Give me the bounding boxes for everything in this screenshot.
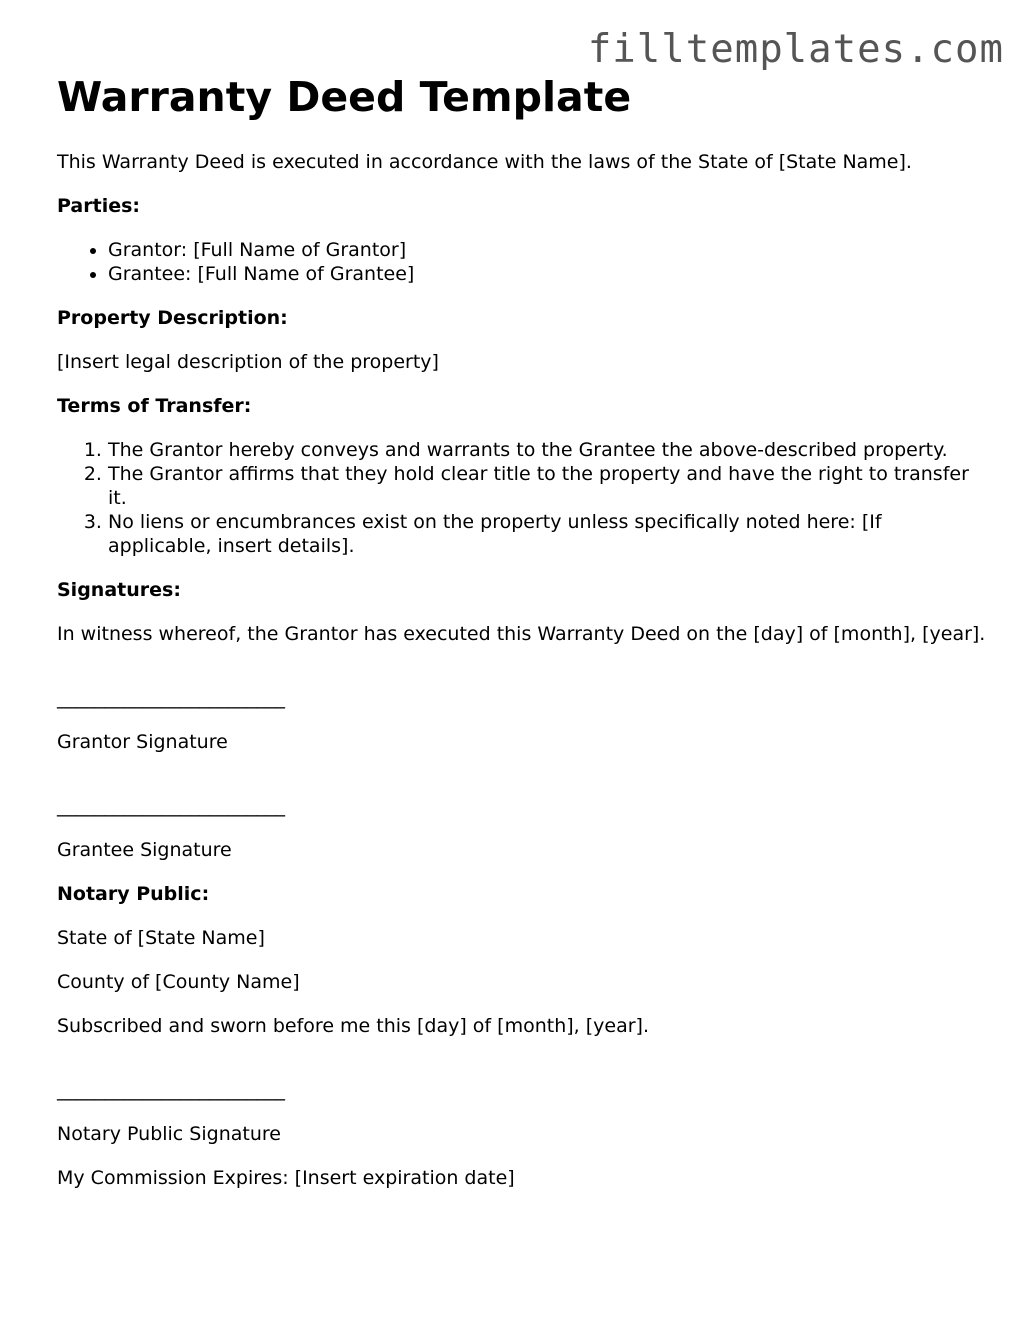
grantor-signature-line: ________________________ <box>57 687 285 709</box>
witness-paragraph: In witness whereof, the Grantor has executed this Warranty Deed on the [day] of [month], [year]. <box>57 623 986 645</box>
notary-sworn: Subscribed and sworn before me this [day] of [month], [year]. <box>57 1015 649 1037</box>
parties-list <box>57 238 987 286</box>
notary-heading: Notary Public: <box>57 883 210 905</box>
terms-list <box>57 438 987 558</box>
terms-heading: Terms of Transfer: <box>57 395 252 417</box>
property-description: [Insert legal description of the property] <box>57 351 439 373</box>
property-heading: Property Description: <box>57 307 288 329</box>
document-title: Warranty Deed Template <box>57 73 632 121</box>
list-item: • Grantor: [Full Name of Grantor] <box>108 238 987 262</box>
notary-state: State of [State Name] <box>57 927 265 949</box>
list-item: • Grantee: [Full Name of Grantee] <box>108 262 987 286</box>
parties-heading: Parties: <box>57 195 140 217</box>
grantee-signature-line: ________________________ <box>57 795 285 817</box>
notary-signature-label: Notary Public Signature <box>57 1123 281 1145</box>
intro-paragraph: This Warranty Deed is executed in accordance with the laws of the State of [State Name]. <box>57 151 912 173</box>
list-item: 2. The Grantor affirms that they hold clear title to the property and have the right to transfer it. <box>108 462 987 510</box>
watermark: filltemplates.com <box>587 27 1004 72</box>
list-item: 1. The Grantor hereby conveys and warrants to the Grantee the above-described property. <box>108 438 987 462</box>
signatures-heading: Signatures: <box>57 579 181 601</box>
notary-signature-line: ________________________ <box>57 1079 285 1101</box>
grantor-signature-label: Grantor Signature <box>57 731 228 753</box>
list-item: 3. No liens or encumbrances exist on the property unless specifically noted here: [If applicable, insert details]. <box>108 510 987 558</box>
notary-county: County of [County Name] <box>57 971 300 993</box>
commission-expiry: My Commission Expires: [Insert expiration date] <box>57 1167 515 1189</box>
document-body <box>57 72 987 1210</box>
grantee-signature-label: Grantee Signature <box>57 839 232 861</box>
